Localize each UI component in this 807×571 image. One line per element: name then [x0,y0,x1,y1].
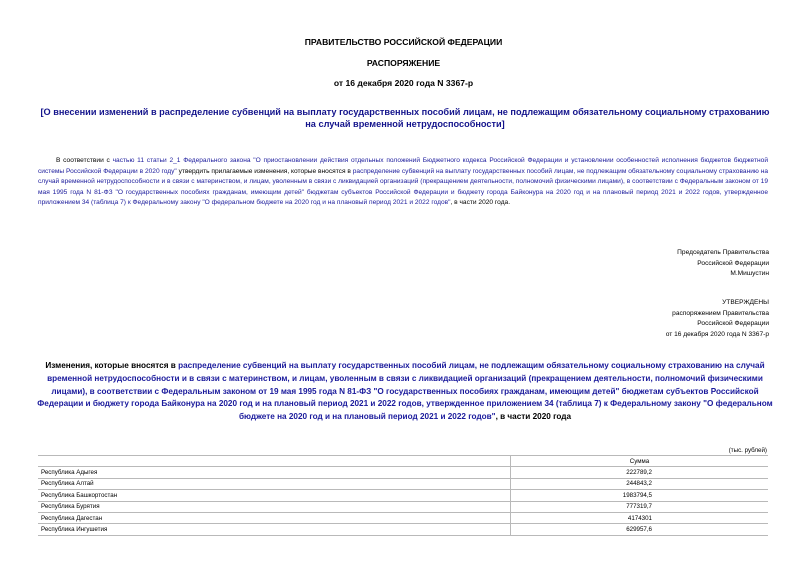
region-name: Республика Бурятия [38,501,511,512]
approval-line-3: Российской Федерации [697,320,769,328]
signature-country: Российской Федерации [697,259,769,267]
table-row [38,512,768,523]
table-header-row [38,456,768,467]
table-row [38,478,768,489]
signature-name: М.Мишустин [730,270,769,278]
document-date-number: от 16 декабря 2020 года N 3367-р [333,78,474,88]
approval-line-2: распоряжением Правительства [672,309,769,317]
changes-link[interactable]: распределение субвенций на выплату государственных пособий лицам, не подлежащим обязательному социальному страхованию на случай временной нетрудоспособности и в связи с материнством, и лицам, уволенным в связи с ликвидацией организаций (прекращением деятельности, полномочий физическими лицами), в соответствии с Федеральным законом от 19 мая 1995 года N 81-ФЗ "О государственных пособиях гражданам, имеющим детей" бюджетам субъектов Российской Федерации и бюджету города Байконура на 2020 год и на плановый период 2021 и 2022 годов, утвержденное приложением 34 (таблица 7) к Федеральному закону "О федеральном бюджете на 2020 год и на плановый период 2021 и 2022 годов" [37,361,773,422]
region-sum: 629957,6 [511,524,769,535]
region-name: Республика Башкортостан [38,490,511,501]
changes-prefix: Изменения, которые вносятся в [45,361,179,370]
region-sum: 1983794,5 [511,490,769,501]
paragraph-text-3: , в части 2020 года. [450,199,511,207]
table-row [38,501,768,512]
approval-title: УТВЕРЖДЕНЫ [722,299,769,306]
signature-position: Председатель Правительства [677,249,769,256]
region-name: Республика Алтай [38,478,511,489]
law-article-link[interactable]: частью 11 статьи 2_1 Федерального закона "О приостановлении действия отдельных положений Бюджетного кодекса Российской Федерации и установлении особенностей исполнения бюджетов бюджетной системы Российской Федерации в 2020 году" [38,157,769,175]
region-sum: 222789,2 [511,467,769,478]
changes-heading [35,360,775,424]
distribution-link[interactable]: распределение субвенций на выплату государственных пособий лицам, не подлежащим обязательному социальному страхованию на случай временной нетрудоспособности и в связи с материнством, и лицам, уволенным в связи с ликвидацией организаций (прекращением деятельности, полномочий физическими лицами), в соответствии с Федеральным законом от 19 мая 1995 года N 81-ФЗ "О государственных пособиях гражданам, имеющим детей" бюджетам субъектов Российской Федерации и бюджету города Байконура на 2020 год и на плановый период 2021 и 2022 годов, утвержденное приложением 34 (таблица 7) к Федеральному закону "О федеральном бюджете на 2020 год и на плановый период 2021 и 2022 годов" [38,167,769,207]
table-header-sum: Сумма [511,456,769,467]
region-name: Республика Адыгея [38,467,511,478]
region-sum: 777319,7 [511,501,769,512]
subventions-table [38,455,768,536]
unit-label: (тыс. рублей) [728,447,767,454]
region-sum: 4174301 [511,512,769,523]
document-type: РАСПОРЯЖЕНИЕ [366,58,441,68]
changes-suffix: , в части 2020 года [495,412,572,422]
approval-block [666,298,769,340]
region-sum: 244843,2 [511,478,769,489]
table-row [38,467,768,478]
approval-date: от 16 декабря 2020 года N 3367-р [665,330,769,338]
main-paragraph [38,156,768,209]
signature-block [677,248,769,280]
table-header-name [38,456,511,467]
paragraph-text-1: В соответствии с [56,157,113,164]
region-name: Республика Дагестан [38,512,511,523]
table-row [38,490,768,501]
paragraph-text-2: утвердить прилагаемые изменения, которые вносятся в [176,167,353,175]
table-row [38,524,768,535]
document-title: [О внесении изменений в распределение субвенций на выплату государственных пособий лицам, не подлежащим обязательному социальному страхованию на случай временной нетрудоспособности] [40,107,770,129]
government-heading: ПРАВИТЕЛЬСТВО РОССИЙСКОЙ ФЕДЕРАЦИИ [304,37,503,47]
region-name: Республика Ингушетия [38,524,511,535]
